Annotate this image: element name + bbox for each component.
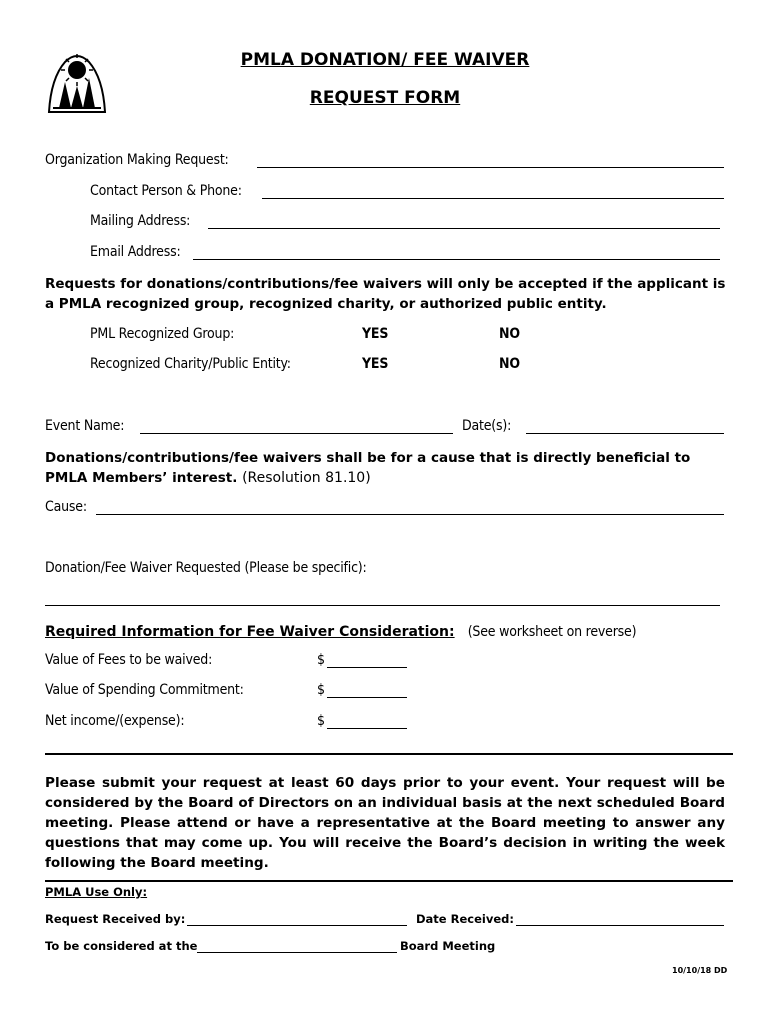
spending-commitment-dollar: $ [317, 682, 325, 698]
email-input[interactable] [193, 259, 720, 260]
section-divider [45, 753, 733, 755]
spending-commitment-input[interactable] [327, 697, 407, 698]
recognized-group-no[interactable]: NO [499, 326, 520, 342]
date-received-input[interactable] [516, 925, 724, 926]
charity-no[interactable]: NO [499, 356, 520, 372]
dates-label: Date(s): [462, 418, 512, 434]
event-name-label: Event Name: [45, 418, 125, 434]
fee-waiver-note: (See worksheet on reverse) [467, 624, 637, 640]
fee-waiver-heading: Required Information for Fee Waiver Consideration: [45, 624, 455, 640]
fees-waived-dollar: $ [317, 652, 325, 668]
mailing-label: Mailing Address: [90, 213, 191, 229]
dates-input[interactable] [526, 433, 724, 434]
office-divider [45, 880, 733, 882]
form-subtitle: REQUEST FORM [309, 88, 461, 108]
fees-waived-label: Value of Fees to be waived: [45, 652, 213, 668]
charity-yes[interactable]: YES [362, 356, 389, 372]
policy-resolution: (Resolution 81.10) [242, 470, 371, 486]
organization-label: Organization Making Request: [45, 152, 229, 168]
email-label: Email Address: [90, 244, 181, 260]
revision-code: 10/10/18 DD [672, 966, 728, 975]
submission-notice: Please submit your request at least 60 days prior to your event. Your request will be considered by the Board of Directors on an individual basis at the next scheduled Board meeting. Please attend or have a representative at the Board meeting to answer any questions that may come up. You will receive the Board’s decision in writing the week following the Board meeting. [45, 775, 725, 871]
policy-bold: Donations/contributions/fee waivers shall be for a cause that is directly beneficial to PMLA Members’ interest. [45, 450, 691, 486]
date-received-label: Date Received: [416, 912, 514, 926]
considered-at-label: To be considered at the [45, 939, 198, 953]
net-income-input[interactable] [327, 728, 407, 729]
contact-label: Contact Person & Phone: [90, 183, 242, 199]
fees-waived-input[interactable] [327, 667, 407, 668]
recognized-group-yes[interactable]: YES [362, 326, 389, 342]
charity-label: Recognized Charity/Public Entity: [90, 356, 291, 372]
recognized-group-label: PML Recognized Group: [90, 326, 235, 342]
cause-input[interactable] [96, 514, 724, 515]
fee-waiver-heading-row [45, 621, 636, 640]
net-income-dollar: $ [317, 713, 325, 729]
spending-commitment-label: Value of Spending Commitment: [45, 682, 244, 698]
received-by-input[interactable] [187, 925, 407, 926]
organization-input[interactable] [257, 167, 724, 168]
event-name-input[interactable] [140, 433, 453, 434]
cause-label: Cause: [45, 499, 87, 515]
eligibility-notice: Requests for donations/contributions/fee waivers will only be accepted if the applicant is a PMLA recognized group, recognized charity, or authorized public entity. [45, 276, 726, 312]
board-meeting-label: Board Meeting [400, 939, 496, 953]
board-meeting-input[interactable] [197, 952, 397, 953]
net-income-label: Net income/(expense): [45, 713, 185, 729]
received-by-label: Request Received by: [45, 912, 186, 926]
donation-requested-input[interactable] [45, 605, 720, 606]
donation-requested-label: Donation/Fee Waiver Requested (Please be specific): [45, 560, 367, 576]
mailing-input[interactable] [208, 228, 720, 229]
form-title: PMLA DONATION/ FEE WAIVER [240, 50, 530, 70]
office-use-heading: PMLA Use Only: [45, 885, 148, 899]
contact-input[interactable] [262, 198, 724, 199]
policy-statement [45, 448, 735, 488]
